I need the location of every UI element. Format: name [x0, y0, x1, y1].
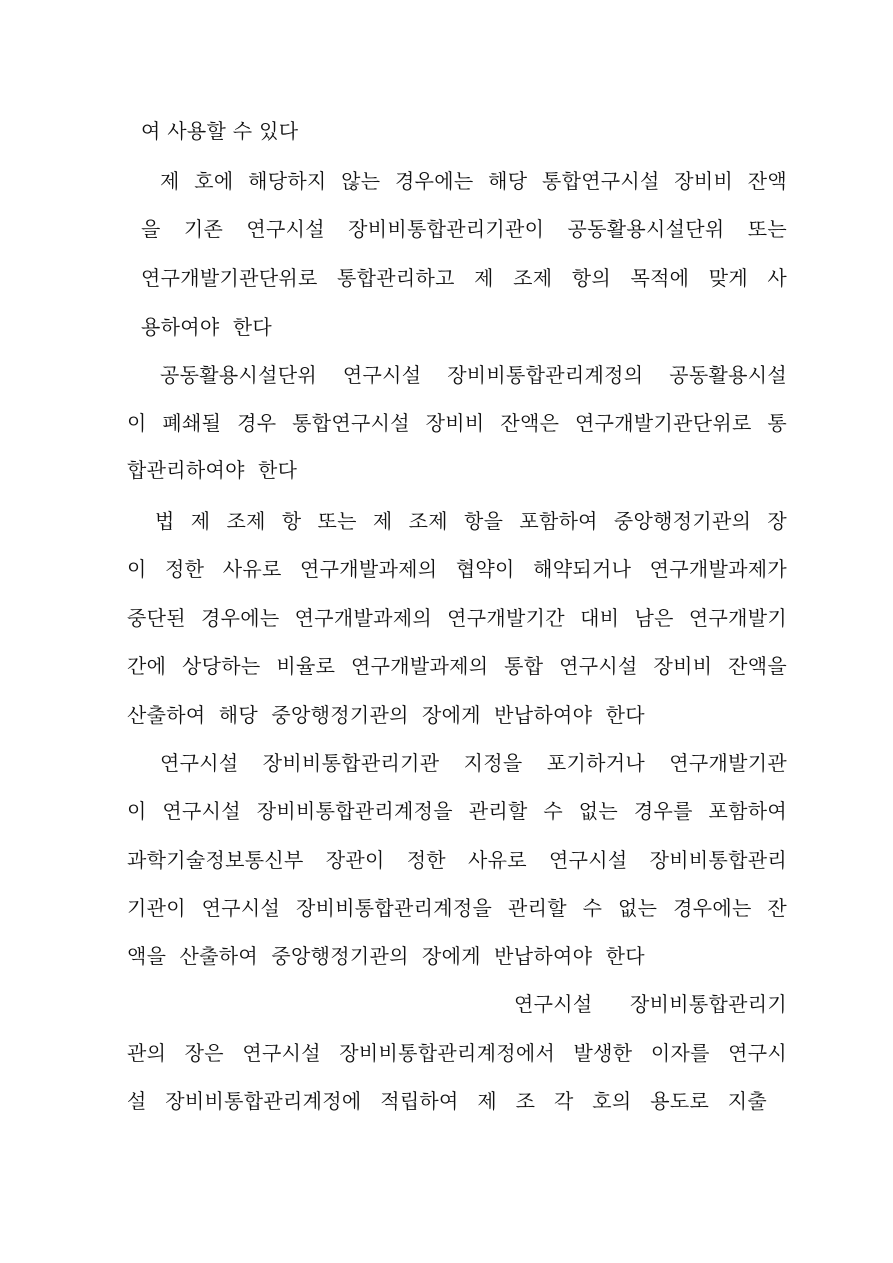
text-line: 여 사용할 수 있다 [141, 119, 299, 143]
text-line: 연구시설 장비비통합관리기 [514, 992, 787, 1016]
text-line: 간에 상당하는 비율로 연구개발과제의 통합 연구시설 장비비 잔액을 [127, 654, 787, 678]
text-line: 제 호에 해당하지 않는 경우에는 해당 통합연구시설 장비비 잔액 [160, 169, 787, 193]
text-line: 법 제 조제 항 또는 제 조제 항을 포함하여 중앙행정기관의 장 [155, 509, 787, 533]
text-line: 이 정한 사유로 연구개발과제의 협약이 해약되거나 연구개발과제가 [127, 557, 787, 581]
text-line: 합관리하여야 한다 [127, 458, 298, 482]
text-line: 연구시설 장비비통합관리기관 지정을 포기하거나 연구개발기관 [160, 751, 787, 775]
text-line: 을 기존 연구시설 장비비통합관리기관이 공동활용시설단위 또는 [141, 217, 787, 241]
text-line: 이 폐쇄될 경우 통합연구시설 장비비 잔액은 연구개발기관단위로 통 [127, 411, 787, 435]
text-line: 설 장비비통합관리계정에 적립하여 제 조 각 호의 용도로 지출 [127, 1089, 767, 1113]
text-line: 액을 산출하여 중앙행정기관의 장에게 반납하여야 한다 [127, 944, 645, 968]
text-line: 공동활용시설단위 연구시설 장비비통합관리계정의 공동활용시설 [160, 363, 787, 387]
text-line: 과학기술정보통신부 장관이 정한 사유로 연구시설 장비비통합관리 [127, 848, 787, 872]
text-line: 이 연구시설 장비비통합관리계정을 관리할 수 없는 경우를 포함하여 [127, 799, 787, 823]
text-line: 기관이 연구시설 장비비통합관리계정을 관리할 수 없는 경우에는 잔 [127, 896, 787, 920]
text-line: 용하여야 한다 [141, 315, 273, 339]
text-line: 중단된 경우에는 연구개발과제의 연구개발기간 대비 남은 연구개발기 [127, 606, 787, 630]
text-line: 산출하여 해당 중앙행정기관의 장에게 반납하여야 한다 [127, 703, 645, 727]
text-line: 관의 장은 연구시설 장비비통합관리계정에서 발생한 이자를 연구시 [127, 1041, 787, 1065]
text-line: 연구개발기관단위로 통합관리하고 제 조제 항의 목적에 맞게 사 [141, 266, 787, 290]
